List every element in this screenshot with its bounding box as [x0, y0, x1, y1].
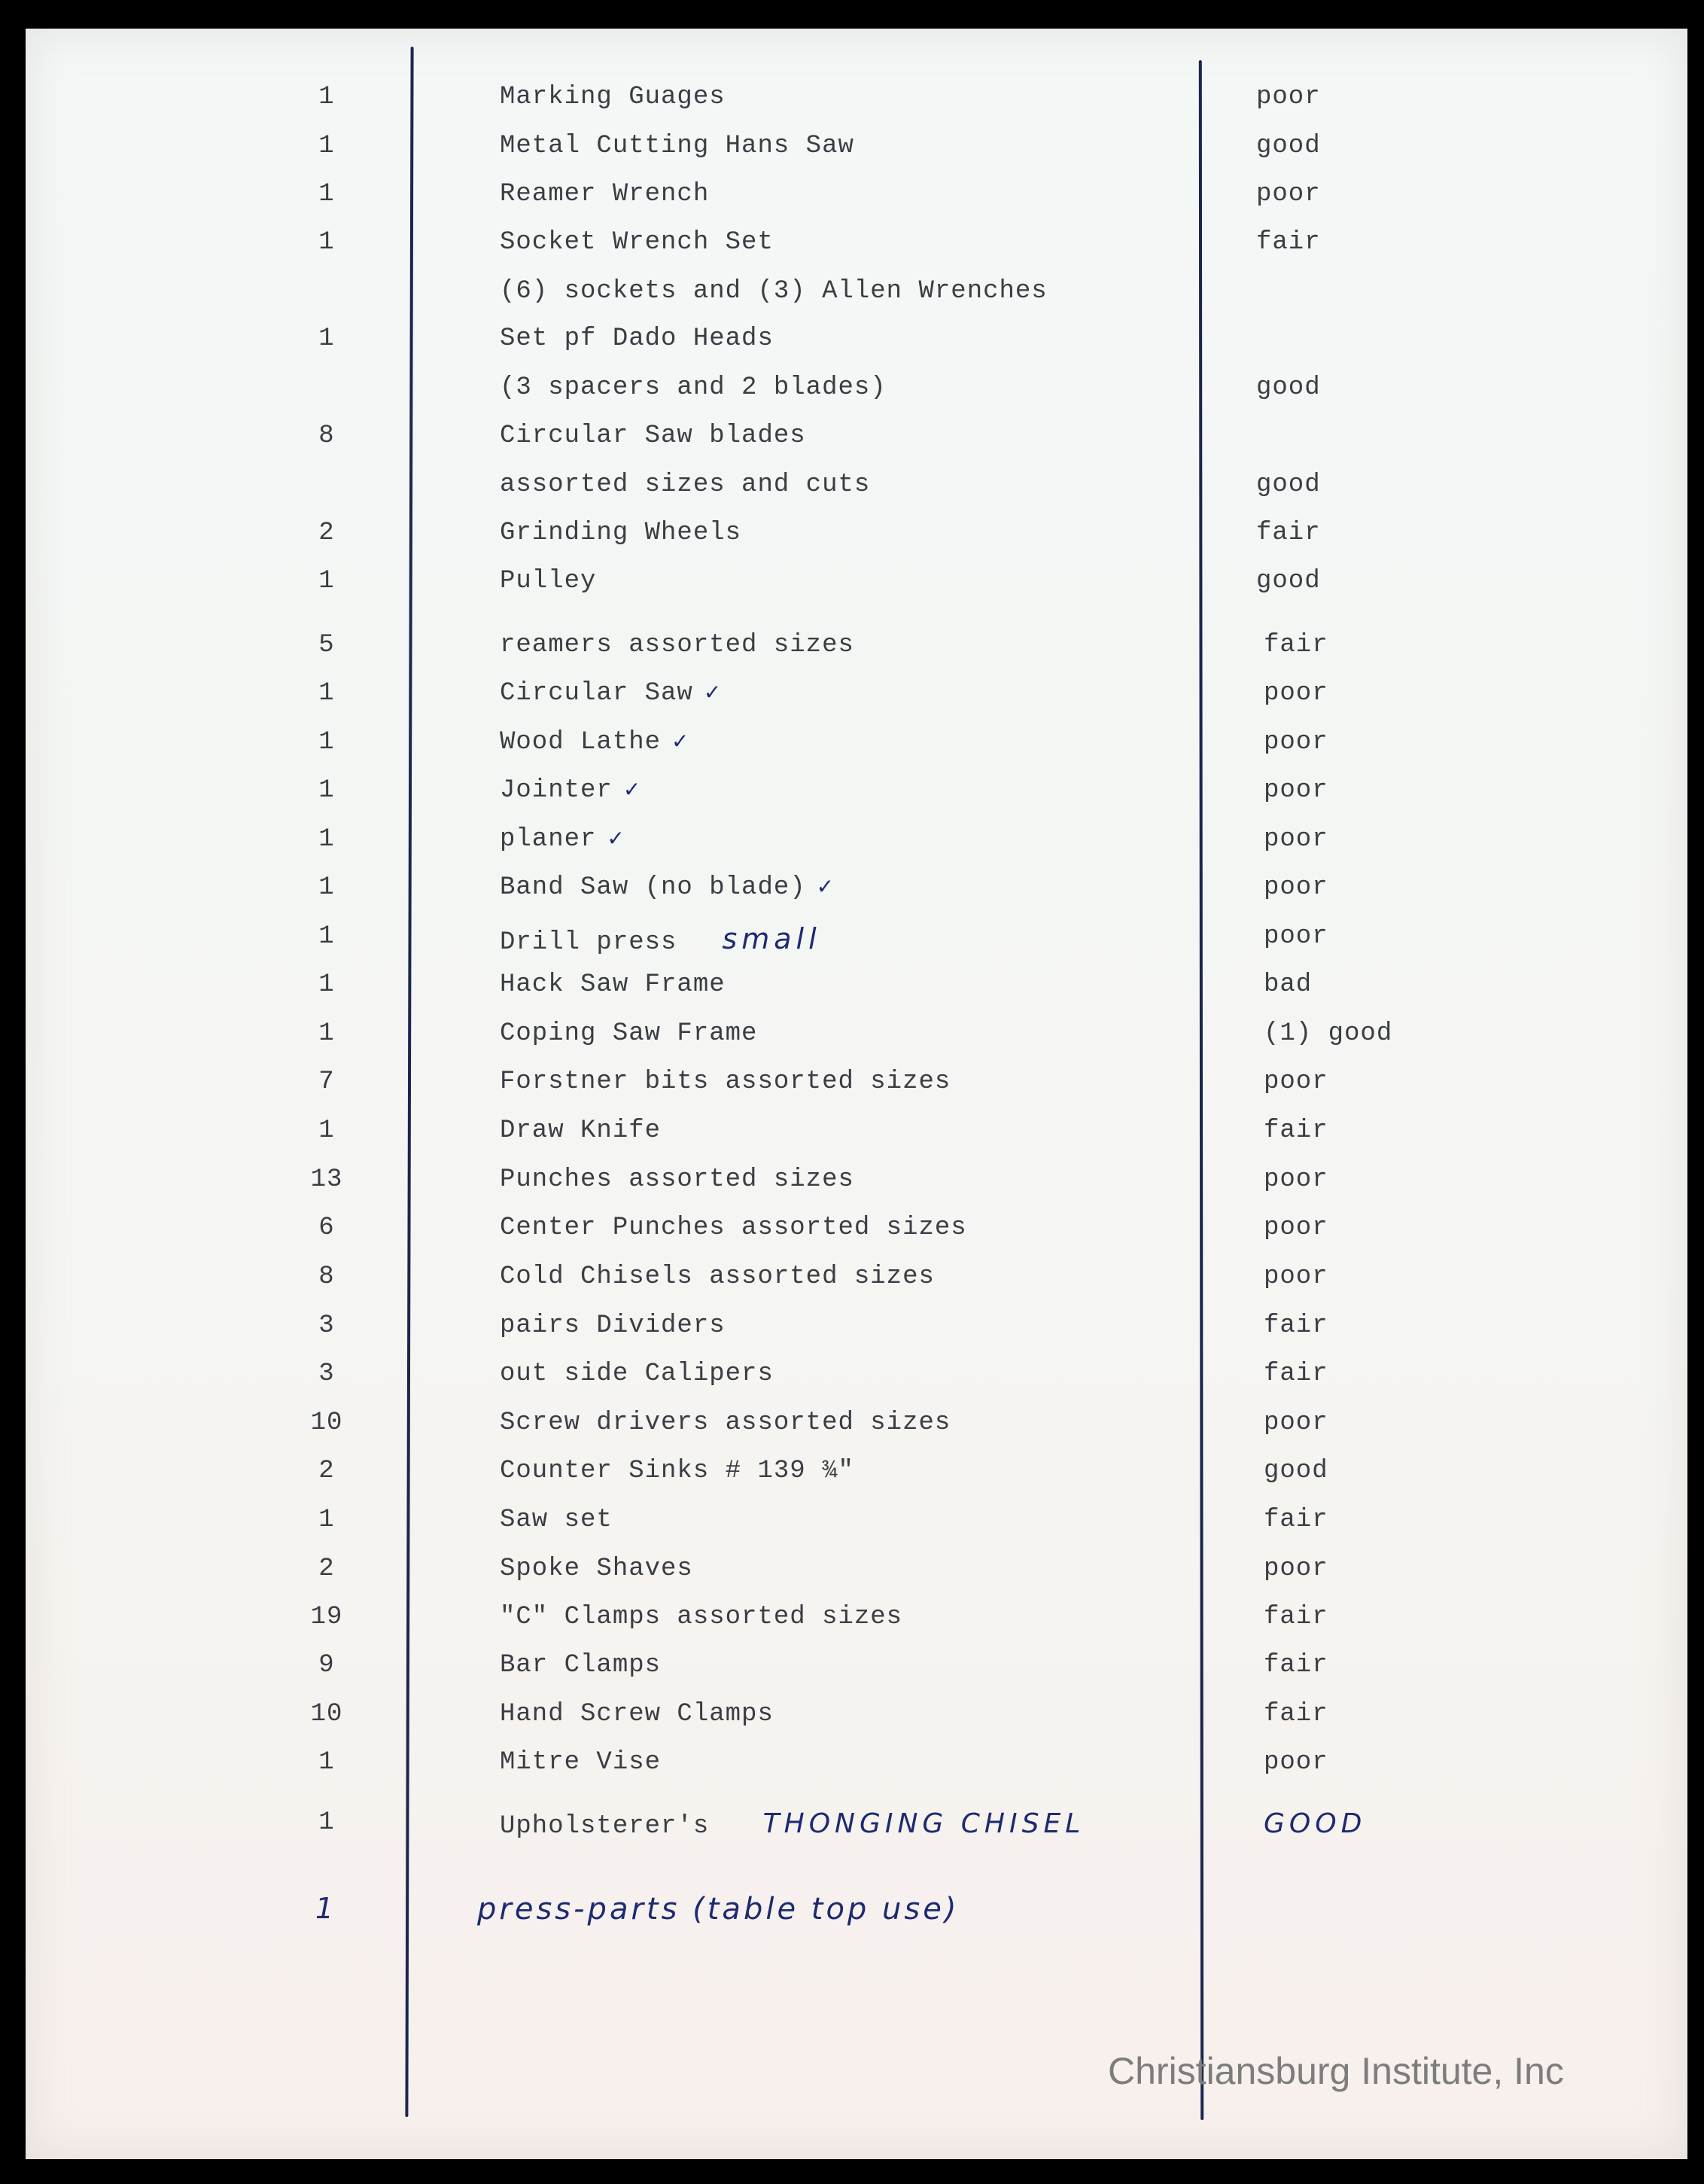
item-label: Pulley [500, 567, 597, 595]
inventory-row [26, 132, 1687, 180]
item-description [500, 1311, 726, 1340]
inventory-row [26, 1214, 1687, 1262]
quantity: 1 [318, 180, 335, 209]
condition: fair [1264, 1651, 1328, 1680]
inventory-row [26, 1748, 1687, 1796]
quantity: 1 [318, 873, 335, 902]
condition: fair [1256, 228, 1321, 257]
item-label: Forstner bits assorted sizes [500, 1068, 951, 1096]
quantity: 2 [318, 1457, 335, 1485]
item-description [500, 1808, 1085, 1841]
quantity: 1 [318, 970, 335, 999]
item-description [500, 922, 821, 957]
condition: fair [1264, 1360, 1328, 1388]
quantity: 10 [310, 1700, 343, 1729]
check-mark-icon: ✓ [622, 777, 642, 802]
item-description [500, 825, 625, 854]
item-label: planer [500, 825, 597, 854]
inventory-row [26, 228, 1687, 276]
inventory-row [26, 1165, 1687, 1214]
condition: poor [1264, 1409, 1328, 1437]
item-label: Punches assorted sizes [500, 1165, 854, 1194]
item-label: (3 spacers and 2 blades) [500, 373, 887, 402]
quantity: 1 [318, 324, 335, 353]
quantity: 1 [318, 728, 335, 757]
condition: fair [1256, 519, 1321, 547]
item-description [500, 728, 690, 757]
quantity: 1 [315, 1892, 339, 1925]
inventory-row [26, 1019, 1687, 1068]
item-label: Saw set [500, 1506, 613, 1534]
condition: fair [1264, 1116, 1328, 1145]
item-label: pairs Dividers [500, 1311, 726, 1340]
condition: poor [1264, 922, 1328, 951]
quantity: 1 [318, 825, 335, 854]
item-label: Drill press [500, 928, 677, 957]
quantity: 1 [318, 1506, 335, 1534]
item-description [500, 1603, 902, 1631]
quantity: 9 [318, 1651, 335, 1680]
quantity: 1 [318, 132, 335, 160]
inventory-row [26, 1651, 1687, 1699]
condition: GOOD [1264, 1808, 1367, 1839]
condition: good [1256, 471, 1321, 499]
item-label: Grinding Wheels [500, 519, 742, 547]
item-label: out side Calipers [500, 1360, 774, 1388]
quantity: 1 [318, 776, 335, 805]
inventory-row [26, 776, 1687, 824]
item-description [500, 180, 709, 209]
condition: poor [1264, 1214, 1328, 1242]
condition: poor [1256, 180, 1321, 209]
item-description [500, 1263, 935, 1291]
item-label: Draw Knife [500, 1116, 662, 1145]
item-label: Hack Saw Frame [500, 970, 726, 999]
inventory-row [26, 373, 1687, 422]
inventory-row [26, 324, 1687, 373]
quantity: 1 [318, 228, 335, 257]
inventory-row [26, 519, 1687, 567]
condition: poor [1256, 83, 1321, 111]
inventory-row [26, 567, 1687, 615]
item-label: Wood Lathe [500, 728, 662, 757]
check-mark-icon: ✓ [703, 680, 723, 705]
check-mark-icon: ✓ [671, 729, 690, 754]
item-description: press-parts (table top use) [477, 1892, 960, 1927]
item-description [500, 776, 641, 805]
quantity: 3 [318, 1311, 335, 1340]
item-description [500, 277, 1048, 306]
quantity: 1 [318, 1748, 335, 1777]
item-label: Metal Cutting Hans Saw [500, 132, 854, 160]
handwritten-note: small [722, 922, 821, 955]
item-description [500, 1116, 661, 1145]
condition: good [1264, 1457, 1328, 1485]
inventory-row [26, 1700, 1687, 1748]
quantity: 2 [318, 1555, 335, 1583]
item-label: Marking Guages [500, 83, 726, 111]
upholsterer-row [26, 1808, 1687, 1857]
quantity: 13 [310, 1165, 343, 1194]
quantity: 1 [318, 1808, 335, 1837]
item-label: Circular Saw [500, 679, 693, 708]
inventory-row [26, 1409, 1687, 1457]
item-label: Center Punches assorted sizes [500, 1214, 967, 1242]
inventory-row [26, 1555, 1687, 1603]
item-description [500, 1019, 757, 1048]
inventory-row [26, 1263, 1687, 1311]
condition: poor [1264, 1165, 1328, 1194]
item-description [500, 519, 741, 547]
quantity: 6 [318, 1214, 335, 1242]
quantity: 7 [318, 1068, 335, 1096]
watermark: Christiansburg Institute, Inc [1108, 2050, 1564, 2092]
condition: poor [1264, 776, 1328, 805]
item-label: Spoke Shaves [500, 1555, 693, 1583]
item-label: Hand Screw Clamps [500, 1700, 774, 1729]
item-label: Mitre Vise [500, 1748, 662, 1777]
inventory-row [26, 1116, 1687, 1165]
inventory-row [26, 825, 1687, 873]
quantity: 1 [318, 567, 335, 595]
inventory-row [26, 728, 1687, 776]
item-label: Socket Wrench Set [500, 228, 774, 257]
condition: fair [1264, 631, 1328, 659]
condition: good [1256, 132, 1321, 160]
item-label: Coping Saw Frame [500, 1019, 758, 1048]
item-description [500, 1409, 951, 1437]
inventory-row [26, 1068, 1687, 1116]
condition: (1) good [1264, 1019, 1393, 1048]
item-description [500, 873, 835, 902]
condition: poor [1264, 873, 1328, 902]
inventory-row [26, 180, 1687, 228]
item-label: (6) sockets and (3) Allen Wrenches [500, 277, 1048, 306]
item-description [500, 324, 774, 353]
item-description [500, 373, 887, 402]
condition: poor [1264, 1748, 1328, 1777]
quantity: 1 [318, 922, 335, 951]
quantity: 19 [310, 1603, 343, 1631]
item-description [500, 1555, 693, 1583]
quantity: 1 [318, 83, 335, 111]
quantity: 8 [318, 422, 335, 450]
inventory-row [26, 277, 1687, 325]
item-description [500, 970, 726, 999]
condition: good [1256, 373, 1321, 402]
item-label: Reamer Wrench [500, 180, 710, 209]
item-label: assorted sizes and cuts [500, 471, 871, 499]
inventory-row [26, 1603, 1687, 1651]
handwritten-note: THONGING CHISEL [762, 1808, 1085, 1839]
item-description [500, 1214, 967, 1242]
item-description [500, 567, 596, 595]
quantity: 1 [318, 679, 335, 708]
condition: poor [1264, 825, 1328, 854]
item-description [500, 1360, 774, 1388]
condition: fair [1264, 1603, 1328, 1631]
item-description [500, 132, 854, 160]
inventory-row [26, 422, 1687, 470]
condition: poor [1264, 679, 1328, 708]
inventory-row [26, 83, 1687, 131]
condition: good [1256, 567, 1321, 595]
check-mark-icon: ✓ [607, 826, 625, 851]
condition: bad [1264, 970, 1313, 999]
check-mark-icon: ✓ [816, 874, 835, 899]
condition: fair [1264, 1311, 1328, 1340]
item-label: Upholsterer's [500, 1812, 710, 1841]
inventory-row [26, 1506, 1687, 1554]
item-label: Circular Saw blades [500, 422, 806, 450]
inventory-row [26, 873, 1687, 921]
inventory-row [26, 1360, 1687, 1408]
item-label: Band Saw (no blade) [500, 873, 806, 902]
inventory-row [26, 970, 1687, 1019]
condition: fair [1264, 1506, 1328, 1534]
condition: poor [1264, 1263, 1328, 1291]
item-description [500, 679, 722, 708]
item-label: Set pf Dado Heads [500, 324, 774, 353]
inventory-row [26, 471, 1687, 519]
item-label: Jointer [500, 776, 613, 805]
inventory-row [26, 631, 1687, 679]
quantity: 1 [318, 1116, 335, 1145]
item-description [500, 83, 726, 111]
inventory-row [26, 922, 1687, 970]
item-label: Bar Clamps [500, 1651, 662, 1680]
item-label: Screw drivers assorted sizes [500, 1409, 951, 1437]
item-description [500, 471, 870, 499]
item-description [500, 1651, 661, 1680]
item-label: reamers assorted sizes [500, 631, 854, 659]
quantity: 1 [318, 1019, 335, 1048]
quantity: 2 [318, 519, 335, 547]
item-label: Counter Sinks # 139 ¾" [500, 1457, 854, 1485]
condition: poor [1264, 1068, 1328, 1096]
quantity: 10 [310, 1409, 343, 1437]
quantity: 5 [318, 631, 335, 659]
item-description [500, 1457, 854, 1485]
item-description [500, 422, 806, 450]
condition: poor [1264, 1555, 1328, 1583]
item-description [500, 1165, 854, 1194]
quantity: 3 [318, 1360, 335, 1388]
item-description [500, 1700, 774, 1729]
item-description [500, 1506, 613, 1534]
inventory-row [26, 1311, 1687, 1360]
quantity: 8 [318, 1263, 335, 1291]
item-description [500, 631, 854, 659]
press-row [26, 1892, 1687, 1952]
inventory-row [26, 679, 1687, 727]
inventory-row [26, 1457, 1687, 1505]
item-label: Cold Chisels assorted sizes [500, 1263, 935, 1291]
item-description [500, 1748, 661, 1777]
condition: poor [1264, 728, 1328, 757]
item-label: "C" Clamps assorted sizes [500, 1603, 903, 1631]
item-description [500, 1068, 951, 1096]
item-description [500, 228, 774, 257]
inventory-page [26, 29, 1687, 2159]
condition: fair [1264, 1700, 1328, 1729]
